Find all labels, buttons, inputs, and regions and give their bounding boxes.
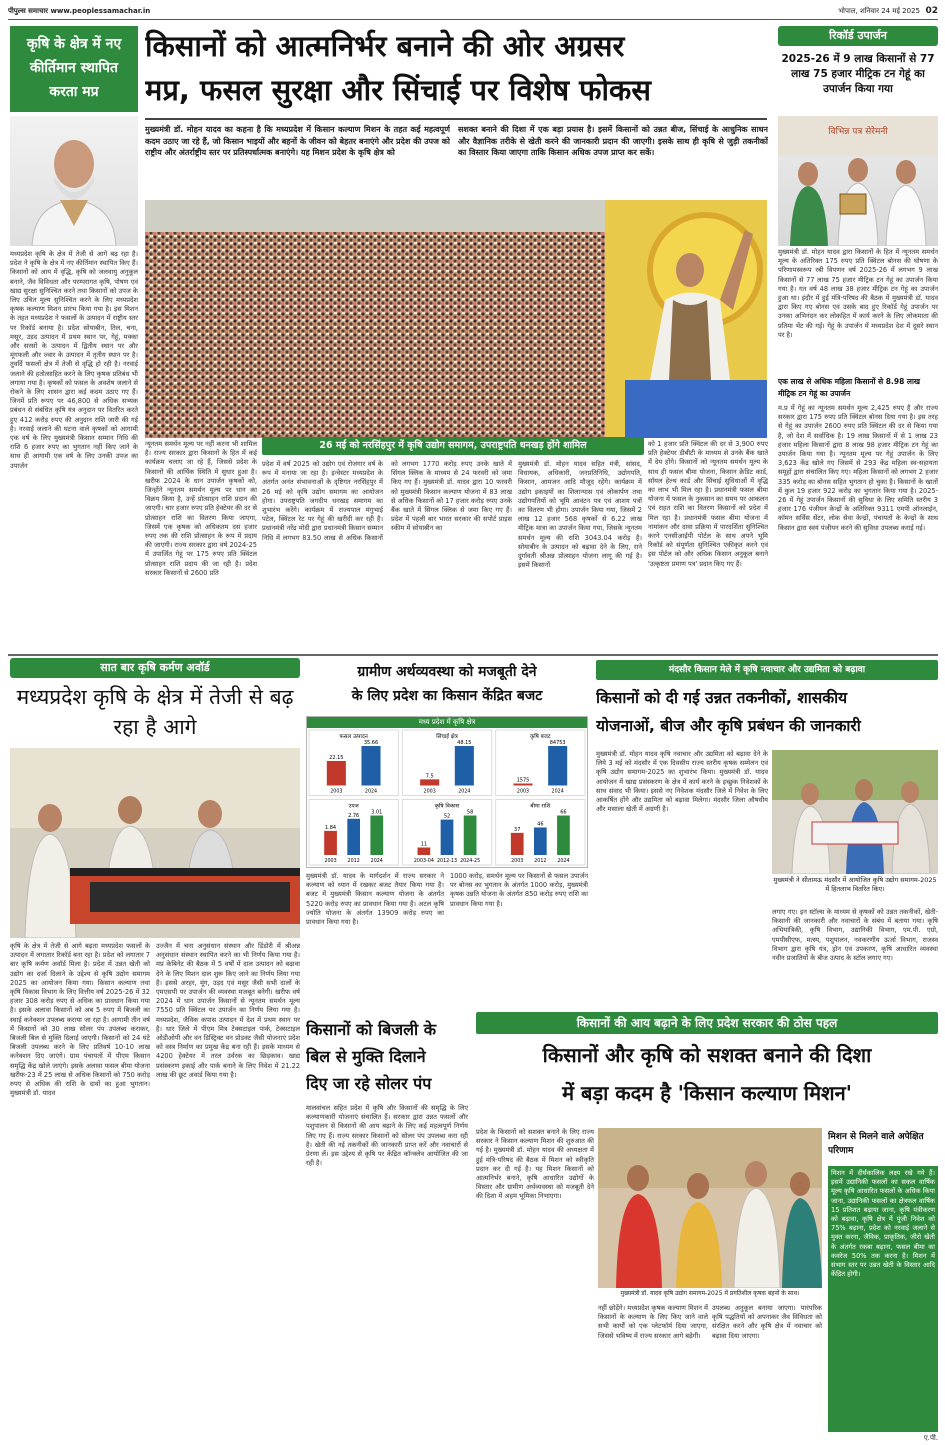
mission-banner — [476, 1012, 938, 1034]
chart-category-label: 2024 — [557, 859, 570, 864]
page-number: 02 — [925, 6, 938, 16]
solar-headline — [306, 1016, 466, 1100]
chart-value-label: 46 — [537, 821, 544, 828]
certificate-photo-text: विभिन्न पत्र सेरेमनी — [828, 127, 888, 137]
solar-headline-line3: दिए जा रहे सोलर पंप — [306, 1074, 432, 1093]
mandsaur-photo — [772, 750, 938, 874]
chart-category-label: 2003 — [330, 789, 343, 795]
left-top-title: कृषि के क्षेत्र में नए कीर्तिमान स्थापित करता मप्र — [26, 36, 122, 100]
mid-col1: न्यूनतम समर्थन मूल्य पर नहीं करना भी शामिल है। राज्य सरकार द्वारा किसानों के हित में कई कार्यक्रम चलाए जा रहे हैं, जिससे प्रदेश के किसानों की आर्थिक स्थिति में सुधार हुआ है। खरीफ 2024 के धान उपार्जन कृषकों को, जिन्होंने न्यूनतम समर्थन मूल्य पर धान का विक्रय किया है, उन्हें प्रोत्साहन राशि प्रदान की जाएगी। चार हजार रुपए प्रति हेक्टेयर की दर से प्रोत्साहन राशि का वितरण किया जाएगा, जिसमें एक कृषक को अधिकतम दस हजार रुपए तक की राशि प्रोत्साहन के रूप में प्रदाय की जाएगी। राज्य सरकार द्वारा वर्ष 2024-25 में उपार्जित गेहूं पर 175 रुपए प्रति क्विंटल प्रोत्साहन राशि प्रदाय की जा रही है। प्रदेश सरकार किसानों से 2600 प्रति — [145, 440, 257, 577]
award-banner-text: सात बार कृषि कर्मण अवॉर्ड — [100, 661, 210, 674]
main-headline-line1: किसानों को आत्मनिर्भर बनाने की ओर अग्रसर — [145, 29, 625, 63]
mandsaur-headline-line2: योजनाओं, बीज और कृषि प्रबंधन की जानकारी — [596, 717, 861, 735]
award-photo — [10, 748, 300, 938]
mission-body1: प्रदेश के किसानों को सशक्त बनाने के लिए राज्य सरकार ने किसान कल्याण मिशन की शुरुआत की गई है। मुख्यमंत्री डॉ. मोहन यादव की अध्यक्षता में हुई मंत्रि-परिषद की बैठक में मिशन को स्वीकृति प्रदान कर दी गई है। यह मिशन किसानों को आत्मनिर्भर बनाने, कृषि आधारित उद्योगों के विस्तार और ग्रामीण अर्थव्यवस्था को मजबूती देने की दिशा में अहम भूमिका निभाएगा। — [476, 1128, 594, 1201]
chart-bar — [370, 816, 383, 856]
chart-value-label: 1575 — [516, 777, 530, 784]
award-banner — [10, 658, 300, 678]
mission-headline-line1: किसानों और कृषि को सशक्त बनाने की दिशा — [542, 1043, 872, 1067]
chart-panel — [402, 730, 491, 796]
chart-panel — [402, 800, 491, 866]
signoff: ए.पी. — [923, 1434, 938, 1442]
chart-category-label: 2024 — [458, 789, 471, 795]
chart-panel — [496, 730, 585, 796]
award-col2: उज्जैन में चना अनुसंधान संस्थान और डिंडोरी में श्रीअन्न अनुसंधान संस्थान स्थापित करने का भी निर्णय किया गया है। मप्र केबिनेट की बैठक में 5 वर्षों में दाल उत्पादन को बढ़ावा देने के लिए मिशन दाल शुरू किए जाने का निर्णय लिया गया है। इससे अरहर, मूंग, उड़द एवं मसूर जैसी सभी दालों के एमएसपी पर उपार्जन की व्यवस्था मजबूत बनेगी। खरीफ वर्ष 2024 में धान उपार्जन किसानों से न्यूनतम समर्थन मूल्य 7550 प्रति क्विंटल पर उपार्जन का निर्णय लिया गया है। मध्यप्रदेश, जैविक कपास उत्पादन में देश में प्रथम स्थान पर है। धार जिले में पीएम मित्र टेक्सटाइल पार्क, टेक्सटाइल ओडीओपी और वन डिस्ट्रिक्ट वन प्रोडक्ट जैसी योजनाएं प्रदेश को वस्त्र निर्माण का प्रमुख केंद्र बना रही हैं। इसके माध्यम से 4200 हेक्टेयर में तरल उर्वरक का छिड़काव। खाद्य प्रसंस्करण इकाई और पार्क बनाने के लिए निवेश में 21.22 लाख की छूट अवार्ड किया गया है। — [156, 942, 300, 1079]
award-col1: कृषि के क्षेत्र में तेजी से आगे बढ़ता मध्यप्रदेश फसलों के उत्पादन में लगातार रिकॉर्ड बना रहा है। प्रदेश को लगातार 7 बार कृषि कर्मण अवॉर्ड मिला है। प्रदेश में उन्नत खेती को उद्योग का दर्जा दिलाने के उद्देश्य से कृषि उद्योग समागम 2025 का आयोजन किया गया। किसान कल्याण तथा कृषि विकास विभाग के लिए वित्तीय वर्ष 2025-26 में 32 हजार 308 करोड़ रुपए से अधिक का प्रावधान किया गया है। इसके अलावा किसानों को अब 5 रुपए में बिजली का स्थाई कनेक्शन उपलब्ध कराया जा रहा है। आगामी तीन वर्ष में किसानों को 30 लाख सोलर पंप उपलब्ध कराकर, बिजली बिल से मुक्ति दिलाई जाएगी। किसानों को 24 घंटे बिजली उपलब्ध करने के लिए प्रतिवर्ष 10-10 लाख कनेक्शन दिए जाएंगे। ग्राम पंचायतों में पीएम किसान समृद्धि केंद्र खोले जाएंगे। इसके अलावा फसल बीमा योजना खरीफ-23 में 25 लाख से अधिक किसानों को 750 करोड़ रुपए से अधिक की राशि के दावों का हुआ भुगतान। मुख्यमंत्री डॉ. यादव — [10, 942, 150, 1098]
chart-value-label: 11 — [420, 841, 428, 848]
award-headline: मध्यप्रदेश कृषि के क्षेत्र में तेजी से बढ़ रहा है आगे — [16, 685, 294, 739]
certificate-photo-scene — [778, 116, 938, 246]
chart-bar — [418, 848, 431, 855]
budget-headline — [306, 660, 588, 712]
chart-bar — [548, 746, 567, 786]
chart-bar — [511, 833, 524, 855]
mid-col2: प्रदेश में वर्ष 2025 को उद्योग एवं रोजगार वर्ष के रूप में मनाया जा रहा है। इन्वेस्टर मध्यप्रदेश के अंतर्गत अनंत संभावनाओं के दृष्टिगत नरसिंहपुर में 26 मई को कृषि उद्योग समागम का आयोजन होगा। उपराष्ट्रपति जगदीप धनखड़ समागम का शुभारंभ करेंगे। कार्यक्रम में राज्यपाल मंगुभाई पटेल, क्विंटल रेट पर गेहूं की खरीदी कर रही है। प्रधानमंत्री नरेंद्र मोदी द्वारा प्रधानमंत्री किसान सम्मान निधि में लगभग 83.50 लाख से अधिक किसानों को लगभग 1770 करोड़ रुपए उनके खाते में सिंगल क्लिक के माध्यम से 24 फरवरी को जमा किए गए हैं। मुख्यमंत्री डॉ. यादव द्वारा 10 फरवरी को मुख्यमंत्री किसान कल्याण योजना में 83 लाख से अधिक किसानों को 17 हजार करोड़ रुपए उनके बैंक खाते में सिंगल क्लिक से जमा किए गए हैं। प्रदेश में पहली बार भारत सरकार की सपोर्ट प्राइस स्कीम में सोयाबीन का — [262, 460, 512, 542]
budget-chart — [306, 716, 588, 868]
right-subhead: एक लाख से अधिक महिला किसानों से 8.98 लाख मीट्रिक टन गेहूं का उपार्जन — [778, 377, 921, 398]
chart-panel — [309, 730, 398, 796]
mandsaur-banner — [596, 660, 938, 680]
chart-bar — [557, 816, 570, 856]
right-banner-text: रिकॉर्ड उपार्जन — [829, 29, 887, 42]
solar-headline-line2: बिल से मुक्ति दिलाने — [306, 1047, 426, 1066]
mission-side-title: मिशन से मिलने वाले अपेक्षित परिणाम — [828, 1132, 924, 1156]
chart-category-label: 2024-25 — [460, 859, 481, 864]
sub-banner-text: 26 मई को नरसिंहपुर में कृषि उद्योग समागम, उपराष्ट्रपति धनखड़ होंगे शामिल — [319, 440, 587, 451]
rally-photo-scene — [145, 200, 767, 438]
portrait-image — [10, 116, 138, 246]
solar-body: मालवांचल सहित प्रदेश में कृषि और किसानों की समृद्धि के लिए कल्याणकारी योजनाएं संचालित हैं। सरकार द्वारा उन्नत फसलों और पशुपालन से किसानों की आय बढ़ाने के लिए कई महत्वपूर्ण निर्णय लिए गए हैं। राज्य सरकार किसानों को सोलर पंप उपलब्ध करा रही है। खेती की नई तकनीकों की जानकारी प्राप्त करें और नवाचारों से प्रेरणा लें। इस उद्देश्य से कृषि पर केंद्रित कॉन्क्लेव आयोजित की जा रही है। — [306, 1104, 468, 1168]
masthead-left: पीपुल्स समाचार www.peoplessamachar.in — [8, 7, 151, 15]
chart-panel — [309, 800, 398, 866]
mission-headline-line2: में बड़ा कदम है 'किसान कल्याण मिशन' — [562, 1081, 852, 1105]
main-intro-left: मुख्यमंत्री डॉ. मोहन यादव का कहना है कि मध्यप्रदेश में किसान कल्याण मिशन के तहत कई महत्वपूर्ण कदम उठाए जा रहे हैं, जो किसान भाइयों और बहनों के जीवन को बेहतर बनाएंगे और प्रदेश की उपज को राष्ट्रीय और अंतर्राष्ट्रीय स्तर पर प्रतिस्पर्धात्मक बनाएंगे। यह मिशन प्रदेश के कृषि क्षेत्र को — [145, 125, 450, 157]
chart-value-label: 66 — [560, 809, 567, 816]
chart-value-label: 2.76 — [348, 812, 360, 819]
mandsaur-headline — [596, 684, 938, 744]
chart-category-label: 2003-04 — [413, 859, 434, 864]
chart-bar — [324, 831, 337, 855]
chart-panel-title: सिंचाई क्षेत्र — [436, 734, 458, 740]
masthead-date: भोपाल, शनिवार 24 मई 2025 — [838, 7, 920, 15]
chart-panel-title: कृषि बजट — [530, 734, 551, 740]
budget-headline-line1: ग्रामीण अर्थव्यवस्था को मजबूती देने — [357, 664, 537, 680]
award-photo-scene — [10, 748, 300, 938]
chart-value-label: 1.84 — [324, 824, 337, 831]
chart-bar — [534, 827, 547, 855]
chart-category-label: 2012-13 — [436, 859, 458, 864]
mission-body2: नहीं छोड़ेंगे। मध्यप्रदेश कृषक कल्याण मिशन में किसानों के कल्याण के लिए किए जाने वाले सभी कार्यों को एक प्लेटफॉर्म दिया जाएगा, जिससे भविष्य में राज्य सरकार आगे बढ़ेगी। — [598, 1304, 708, 1340]
chart-bar — [327, 761, 346, 786]
mission-photo-caption: मुख्यमंत्री डॉ. यादव कृषि उद्योग समागम-2025 में प्रगतिशील कृषक बहनों के साथ। — [620, 1290, 800, 1297]
chart-panel-title: उपज — [348, 803, 359, 810]
chart-category-label: 2003 — [324, 859, 337, 864]
chart-svg — [307, 728, 587, 867]
chart-value-label: 35.66 — [363, 740, 379, 746]
mid-col3: मुख्यमंत्री डॉ. मोहन यादव सहित मंत्री, सांसद, विधायक, अधिकारी, जनप्रतिनिधि, उद्योगपति, किसान, आमजन आदि मौजूद रहेंगे। कार्यक्रम में उद्योग इकाइयों का शिलान्यास एवं लोकार्पण तथा उद्योगपतियों को भूमि आवंटन पत्र एवं आशय पत्रों का वितरण भी होगा। उपार्जन किया गया, जिसमें 2 लाख 12 हजार 568 कृषकों से 6.22 लाख मीट्रिक मात्रा का उपार्जन किया गया, जिसके न्यूनतम समर्थन मूल्य की राशि 3043.04 करोड़ है। सोयाबीन के उत्पादन को बढ़ावा देने के लिए, राने दुर्गावती श्रीअन्न प्रोत्साहन योजना लागू की गई है। इसमें किसानों — [518, 460, 642, 570]
right-headline: 2025-26 में 9 लाख किसानों से 77 लाख 75 हजार मीट्रिक टन गेहूं का उपार्जन किया गया — [781, 53, 935, 95]
mandsaur-headline-line1: किसानों को दी गई उन्नत तकनीकों, शासकीय — [596, 689, 848, 707]
mission-banner-text: किसानों की आय बढ़ाने के लिए प्रदेश सरकार की ठोस पहल — [576, 1016, 838, 1030]
main-headline-divider — [145, 118, 767, 120]
chart-bar — [347, 819, 360, 855]
chart-panel — [496, 800, 585, 866]
chart-bar — [464, 816, 477, 856]
mission-body3: उपलब्ध अनुकूल बनाया जाएगा। पारंपरिक कृषि पद्धतियों को अपनाकर जैव विविधता को संरक्षित करने और कृषि क्षेत्र में नवाचार को बढ़ावा दिया जाएगा। — [712, 1304, 822, 1340]
right-banner — [778, 26, 938, 46]
chart-value-label: 58 — [466, 809, 474, 816]
mission-side-body: मिशन में दीर्घकालिक लक्ष्य रखे गये हैं। इसमें उद्यानिकी फसलों का सकल वार्षिक मूल्य कृषि आधारित फसलों के अधिक किया जाना, उद्यानिकी फसलों का क्षेत्रफल वार्षिक 15 प्रतिशत बढ़ाया जाना, कृषि यंत्रीकरण को बढ़ावा, कृषि क्षेत्र में पूंजी निवेश को 75% बढ़ाना, प्रदेश को नरवाई जलाने से मुक्त करना, जैविक, प्राकृतिक, जीरो खेती के अंतर्गत रकबा बढ़ाना, फसल बीमा का कवरेज 50% तक करना है। मिशन में संभाग स्तर पर उन्नत खेती के विस्तार आदि केंद्रित होगी। — [831, 1169, 935, 1279]
chart-category-label: 2024 — [370, 859, 383, 864]
chart-category-label: 2012 — [347, 859, 360, 864]
chart-bar — [513, 784, 532, 786]
chart-category-label: 2012 — [534, 859, 547, 864]
mandsaur-body1: मुख्यमंत्री डॉ. मोहन यादव कृषि नवाचार और उद्यमिता को बढ़ावा देने के लिये 3 मई को मंदसौर में एक दिवसीय राज्य स्तरीय कृषक सम्मेलन एवं कृषि उद्योग समागम-2025 का शुभारंभ किया। मुख्यमंत्री डॉ. यादव आयोजन में खाद्य प्रसंस्करण के क्षेत्र में कार्य करने के इच्छुक निवेशकों के साथ संवाद भी किया। इससे नए निवेशक मंदसौर जिले में निवेश के लिए आकर्षित होंगे और उद्यमिता को बढ़ावा मिलेगा। मंदसौर जिला औषधीय और मसाला खेती में अग्रणी है। — [596, 750, 768, 814]
certificate-photo — [778, 116, 938, 246]
masthead — [8, 6, 938, 20]
chart-panel-title: कृषि विकास — [434, 803, 460, 810]
chart-value-label: 48.15 — [457, 740, 472, 746]
chart-bar — [455, 746, 474, 786]
chart-panel-title: बीमा राशि — [530, 803, 551, 810]
main-headline — [145, 24, 767, 116]
chart-value-label: 22.15 — [329, 754, 344, 761]
solar-headline-line1: किसानों को बिजली के — [306, 1020, 436, 1039]
mandsaur-body2: लगाए गए। इन स्टॉल्स के माध्यम से कृषकों को उन्नत तकनीकों, खेती-किसानी की जानकारी और नवाचारों के संबंध में बताया गया। कृषि अभियांत्रिकी, कृषि विभाग, उद्यानिकी विभाग, एम.पी. एग्रो, एमपीसीएफ, मत्स्य, पशुपालन, नवकरणीय ऊर्जा विभाग, राजस्व विभाग द्वारा कृषि यंत्र, ड्रोन एवं उपकरण, कृषि आधारित व्यवस्था नवीन प्रजातियों के बीज उत्पाद के स्टॉल लगाए गए। — [772, 908, 938, 963]
chart-value-label: 52 — [443, 813, 451, 820]
mission-photo-scene — [598, 1128, 822, 1288]
chart-value-label: 84753 — [549, 740, 566, 746]
mission-photo — [598, 1128, 822, 1288]
chart-value-label: 7.5 — [425, 773, 434, 780]
mandsaur-banner-text: मंदसौर किसान मेले में कृषि नवाचार और उद्यमिता को बढ़ावा — [668, 665, 866, 675]
left-column-text: मध्यप्रदेश कृषि के क्षेत्र में तेजी से आगे बढ़ रहा है। प्रदेश ने कृषि के क्षेत्र में नए कीर्तिमान स्थापित किए हैं। किसानों को आय में वृद्धि, कृषि को जलवायु अनुकूल बनाने, जैव विविधता और परम्परागत कृषि, पोषण एवं खाद्य सुरक्षा सुनिश्चित करने तथा किसानों को उपज के लिए उचित मूल्य सुनिश्चित करने के लिए मध्यप्रदेश कृषक कल्याण मिशन प्रारंभ किया गया है। इस मिशन के तहत मध्यप्रदेश ने फसलों के उत्पादन में राष्ट्रीय स्तर पर रिकॉर्ड बनाया है। प्रदेश सोयाबीन, तिल, चना, मसूर, उड़द उत्पादन में प्रथम स्थान पर, गेहूं, मक्का और सरसों के उत्पादन में द्वितीय स्थान पर और मूंगफली और ज्वार के उत्पादन में तृतीय स्थान पर है। तुवर्दि फसलों क्षेत्र में तेजी से वृद्धि हो रही है। नरवाई जलाने की हतोत्साहित करने के लिए कृषक प्रतिबंध भी लगाया गया है। कृषकों को फसल के अवशेष जलाने से रोकने के लिए शासन द्वारा कई कदम उठाए गए हैं। जिनमें प्रति रूपए पर 46,800 से अधिक सभ्यक प्रबंधन से संबंधित कृषि यंत्र अनुदान पर वितरित करते हुए 412 करोड़ रुपए की अनुदान राशि जारी की गई है। नरवाई जलाने की घटना वाले कृषकों को आगामी एक वर्ष के लिए मुख्यमंत्री किसान सम्मान निधि की राशि 6 हजार रुपए का भुगतान नहीं किए जाने के साथ ही आगामी एक वर्ष के लिए उनकी उपज का उपार्जन — [10, 250, 138, 470]
sub-banner — [262, 437, 644, 455]
mission-headline — [476, 1036, 938, 1122]
chart-category-label: 2003 — [423, 789, 436, 795]
chart-bar — [361, 746, 380, 786]
chart-bar — [420, 779, 439, 785]
mandsaur-photo-scene — [772, 750, 938, 874]
chart-category-label: 2003 — [511, 859, 524, 864]
mid-col4: को 1 हजार प्रति क्विंटल की दर से 3,900 रुपए प्रति हेक्टेयर डीबीटी के माध्यम से उनके बैंक खाते में देय होंगे। किसानों को न्यूनतम समर्थन मूल्य के साथ ही फसल बीमा योजना, किसान क्रेडिट कार्ड, सॉयल हेल्थ कार्ड और सिंचाई सुविधाओं में वृद्धि का लाभ भी मिल रहा है। प्रधानमंत्री फसल बीमा योजना में फसल के नुकसान का समय पर आकलन एवं राहत राशि का वितरण किसानों को प्रदेश में मिल रहा है। प्रधानमंत्री फसल बीमा योजना में नामांकन और दावा प्रक्रिया में पारदर्शिता सुनिश्चित करने एनसीआईपी पोर्टल के साथ अपने भूमि रिकॉर्ड को संपूर्णता सुनिश्चित एकीकृत करने एवं इस पोर्टल को और अधिक किसान अनुकूल बनाने 'उत्कृष्टता प्रमाण पत्र' प्रदान किए गए हैं। — [648, 440, 768, 568]
chart-panel-title: फसल उत्पादन — [339, 734, 368, 740]
chart-title: मध्य प्रदेश में कृषि क्षेत्र — [307, 717, 587, 728]
chart-value-label: 3.01 — [371, 809, 383, 816]
chart-bar — [441, 820, 454, 855]
section-divider-1 — [8, 654, 938, 656]
left-top-box — [10, 26, 138, 112]
mandsaur-photo-caption: मुख्यमंत्री ने सीतामऊ मंदसौर में आयोजित कृषि उद्योग समागम-2025 में हितलाभ वितरित किए। — [773, 876, 937, 893]
right-body: मुख्यमंत्री डॉ. मोहन यादव द्वारा किसानों के हित में न्यूनतम समर्थन मूल्य के अतिरिक्त 175 रुपए प्रति क्विंटल बोनस की घोषणा के परिणामस्वरूप रबी विपणन वर्ष 2025-26 में लगभग 9 लाख किसानों से 77 लाख 75 हजार मीट्रिक टन गेहूं का उपार्जन किया गया है। गत वर्ष 48 लाख 38 हजार मीट्रिक टन गेहूं का उपार्जन हुआ था। इंदौर में हुई मंत्रि-परिषद की बैठक में मुख्यमंत्री डॉ. यादव द्वारा किए गए बोनस एवं उसके बाद हुए रिकॉर्ड गेहूं उपार्जन पर उनका अभिनंदन कर लोकहित में कार्य करने के लिए लोकमाता की प्रतिमा भेंट की गई। गेहूं के उपार्जन में मध्यप्रदेश देश में दूसरे स्थान पर है। — [778, 248, 938, 339]
mission-side-box — [828, 1166, 938, 1432]
chart-value-label: 37 — [514, 826, 521, 833]
budget-body2: 1000 करोड़, समर्थन मूल्य पर किसानों से फसल उपार्जन पर बोनस का भुगतान के अंतर्गत 1000 करोड़, मुख्यमंत्री कृषक उन्नति योजना के अंतर्गत 850 करोड़ रुपए राशि का प्रावधान किया गया है। — [450, 872, 588, 908]
chart-category-label: 2024 — [551, 789, 564, 795]
main-headline-line2: मप्र, फसल सुरक्षा और सिंचाई पर विशेष फोकस — [145, 73, 651, 107]
budget-headline-line2: के लिए प्रदेश का किसान केंद्रित बजट — [351, 688, 543, 704]
chart-category-label: 2003 — [516, 789, 530, 795]
right-body2: म.प्र में गेहूं का न्यूनतम समर्थन मूल्य 2,425 रुपए है और राज्य सरकार द्वारा 175 रुपए प्रति क्विंटल बोनस दिया गया है। इस तरह से गेहूं का उपार्जन 2600 रुपए प्रति क्विंटल की दर से किया गया है, जो देश में सर्वाधिक है। 19 लाख किसानों में से 1 लाख 23 हजार महिला किसानों द्वारा 8 लाख 98 हजार मीट्रिक टन गेहूं का उपार्जन किया गया है। न्यूनतम मूल्य पर गेहूं उपार्जन के लिए 3,623 केंद्र खोले गए जिसमें से 293 केंद्र महिला स्व-सहायता समूहों द्वारा संचालित किए गए। महिला किसानों को लगभग 2 हजार 335 करोड़ का बोनस सहित भुगतान हो चुका है। किसानों के खातों में कुल 19 हजार 922 करोड़ का भुगतान किया गया है। 2025-26 में गेहूं उपार्जन किसानों की सुविधा के लिए समिति स्तरीय 3 हजार 176 पंजीयन केन्द्रों के अतिरिक्त 9311 एमपी ऑनलाईन, कॉमन सर्विस सेंटर, लोक सेवा केन्द्रों, पंचायतों के केन्द्रों के साथ किसान द्वारा स्वयं पंजीयन करने की सुविधा उपलब्ध कराई गई। — [778, 404, 938, 532]
chart-category-label: 2024 — [364, 789, 378, 795]
budget-body1: मुख्यमंत्री डॉ. यादव के मार्गदर्शन में राज्य सरकार ने कल्याण को ध्यान में रखकर बजट तैयार किया गया है। बजट में मुख्यमंत्री किसान कल्याण योजना के अंतर्गत 5220 करोड़ रुपए का प्रावधान किया गया है। अटल कृषि ज्योति योजना के अंतर्गत 13909 करोड़ रुपए का प्रावधान किया गया है। — [306, 872, 444, 927]
main-intro-right: सशक्त बनाने की दिशा में एक बड़ा प्रयास है। इसमें किसानों को उन्नत बीज, सिंचाई के आधुनिक साधन और वैज्ञानिक तरीके से खेती करने की जानकारी प्रदान की जाएगी। इसके साथ ही कृषि से जुड़ी तकनीकों का विस्तार किया जाएगा ताकि किसान अधिक उपज प्राप्त कर सकें। — [458, 125, 768, 157]
pm-portrait — [10, 116, 138, 246]
rally-photo — [145, 200, 767, 438]
